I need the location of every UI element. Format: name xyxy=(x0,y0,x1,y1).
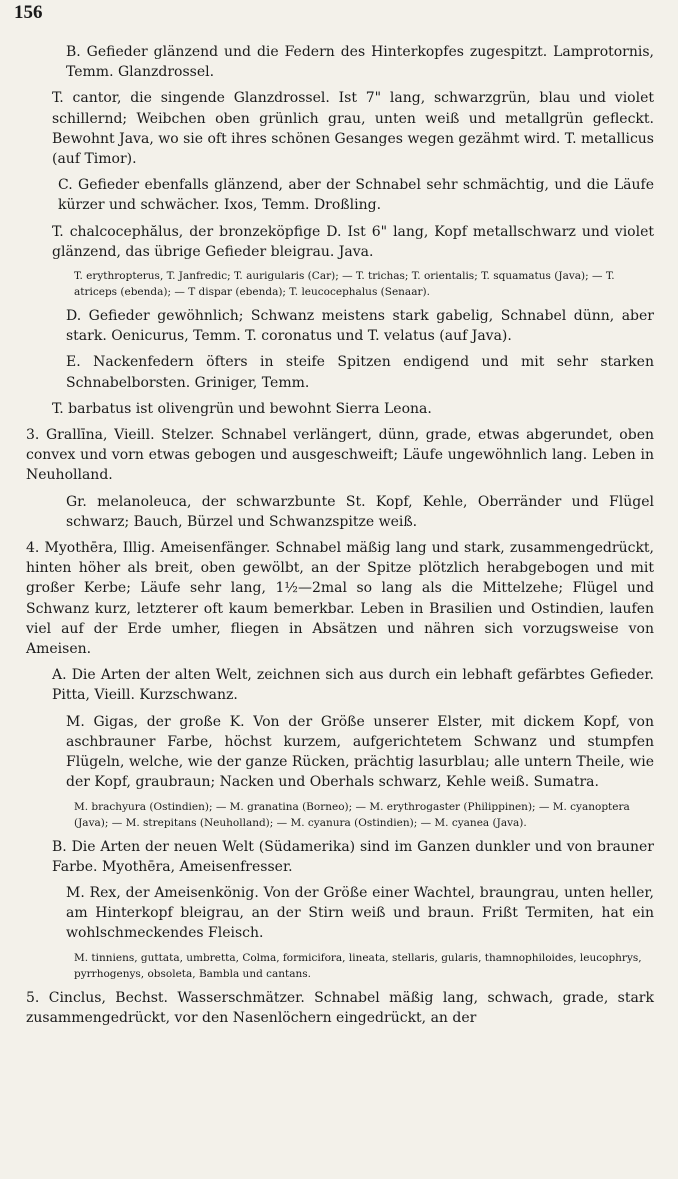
text-body xyxy=(26,42,654,1034)
paragraph: Gr. melanoleuca, der schwarzbunte St. Kopf, Kehle, Oberränder und Flügel schwarz; Bauch, Bürzel und Schwanzspitze weiß. xyxy=(66,493,654,530)
paragraph: 3. Grallīna, Vieill. Stelzer. Schnabel verlängert, dünn, grade, etwas abgerundet, oben convex und vorn etwas gebogen und ausgeschweift; Läufe ungewöhnlich lang. Leben in Neuholland. xyxy=(26,427,654,484)
paragraph: E. Nackenfedern öfters in steife Spitzen endigend und mit sehr starken Schnabelborsten. Griniger, Temm. xyxy=(66,354,654,391)
paragraph: T. chalcocephălus, der bronzeköpfige D. Ist 6" lang, Kopf metallschwarz und violet glänzend, das übrige Gefieder bleigrau. Java. xyxy=(52,223,654,260)
page-number: 156 xyxy=(14,2,43,23)
paragraph: B. Die Arten der neuen Welt (Südamerika) sind im Ganzen dunkler und von brauner Farbe. Myothēra, Ameisenfresser. xyxy=(52,838,654,875)
paragraph: M. Gigas, der große K. Von der Größe unserer Elster, mit dickem Kopf, von aschbrauner Farbe, höchst kurzem, aufgerichtetem Schwanz und stumpfen Flügeln, welche, wie der ganze Rücken, prächtig lasurblau; alle untern Theile, wie der Kopf, graubraun; Nacken und Oberhals schwarz, Kehle weiß. Sumatra. xyxy=(66,713,654,791)
species-list: M. tinniens, guttata, umbretta, Colma, formicifora, lineata, stellaris, gularis, thamnophiloides, leucophrys, pyrrhogenys, obsoleta, Bambla und cantans. xyxy=(74,951,642,980)
species-list: M. brachyura (Ostindien); — M. granatina (Borneo); — M. erythrogaster (Philippinen); — M. cyanoptera (Java); — M. strepitans (Neuholland); — M. cyanura (Ostindien); — M. cyanea (Java). xyxy=(74,800,630,829)
paragraph: B. Gefieder glänzend und die Federn des Hinterkopfes zugespitzt. Lamprotornis, Temm. Glanzdrossel. xyxy=(66,44,654,81)
paragraph: A. Die Arten der alten Welt, zeichnen sich aus durch ein lebhaft gefärbtes Gefieder. Pitta, Vieill. Kurzschwanz. xyxy=(52,667,654,704)
paragraph: T. barbatus ist olivengrün und bewohnt Sierra Leona. xyxy=(52,400,432,417)
paragraph: T. cantor, die singende Glanzdrossel. Ist 7" lang, schwarzgrün, blau und violet schillernd; Weibchen oben grünlich grau, unten weiß und metallgrün gefleckt. Bewohnt Java, wo sie oft ihres schönen Gesanges wegen gezähmt wird. T. metallicus (auf Timor). xyxy=(52,90,654,168)
paragraph: D. Gefieder gewöhnlich; Schwanz meistens stark gabelig, Schnabel dünn, aber stark. Oenicurus, Temm. T. coronatus und T. velatus (auf Java). xyxy=(66,308,654,345)
paragraph: M. Rex, der Ameisenkönig. Von der Größe einer Wachtel, braungrau, unten heller, am Hinterkopf bleigrau, an der Stirn weiß und braun. Frißt Termiten, hat ein wohlschmeckendes Fleisch. xyxy=(66,884,654,942)
paragraph: 5. Cinclus, Bechst. Wasserschmätzer. Schnabel mäßig lang, schwach, grade, stark zusammengedrückt, vor den Nasenlöchern eingedrückt, an der xyxy=(26,989,654,1026)
paragraph: C. Gefieder ebenfalls glänzend, aber der Schnabel sehr schmächtig, und die Läufe kürzer und schwächer. Ixos, Temm. Droßling. xyxy=(58,177,654,214)
species-list: T. erythropterus, T. Janfredic; T. aurigularis (Car); — T. trichas; T. orientalis; T. squamatus (Java); — T. atriceps (ebenda); — T dispar (ebenda); T. leucocephalus (Senaar). xyxy=(74,270,615,299)
paragraph: 4. Myothēra, Illig. Ameisenfänger. Schnabel mäßig lang und stark, zusammengedrückt, hinten höher als breit, oben gewölbt, an der Spitze plötzlich herabgebogen und mit großer Kerbe; Läufe sehr lang, 1½—2mal so lang als die Mittelzehe; Flügel und Schwanz kurz, letzterer oft kaum bemerkbar. Leben in Brasilien und Ostindien, laufen viel auf der Erde umher, fliegen in Absätzen und nähren sich vorzugsweise von Ameisen. xyxy=(26,540,654,658)
